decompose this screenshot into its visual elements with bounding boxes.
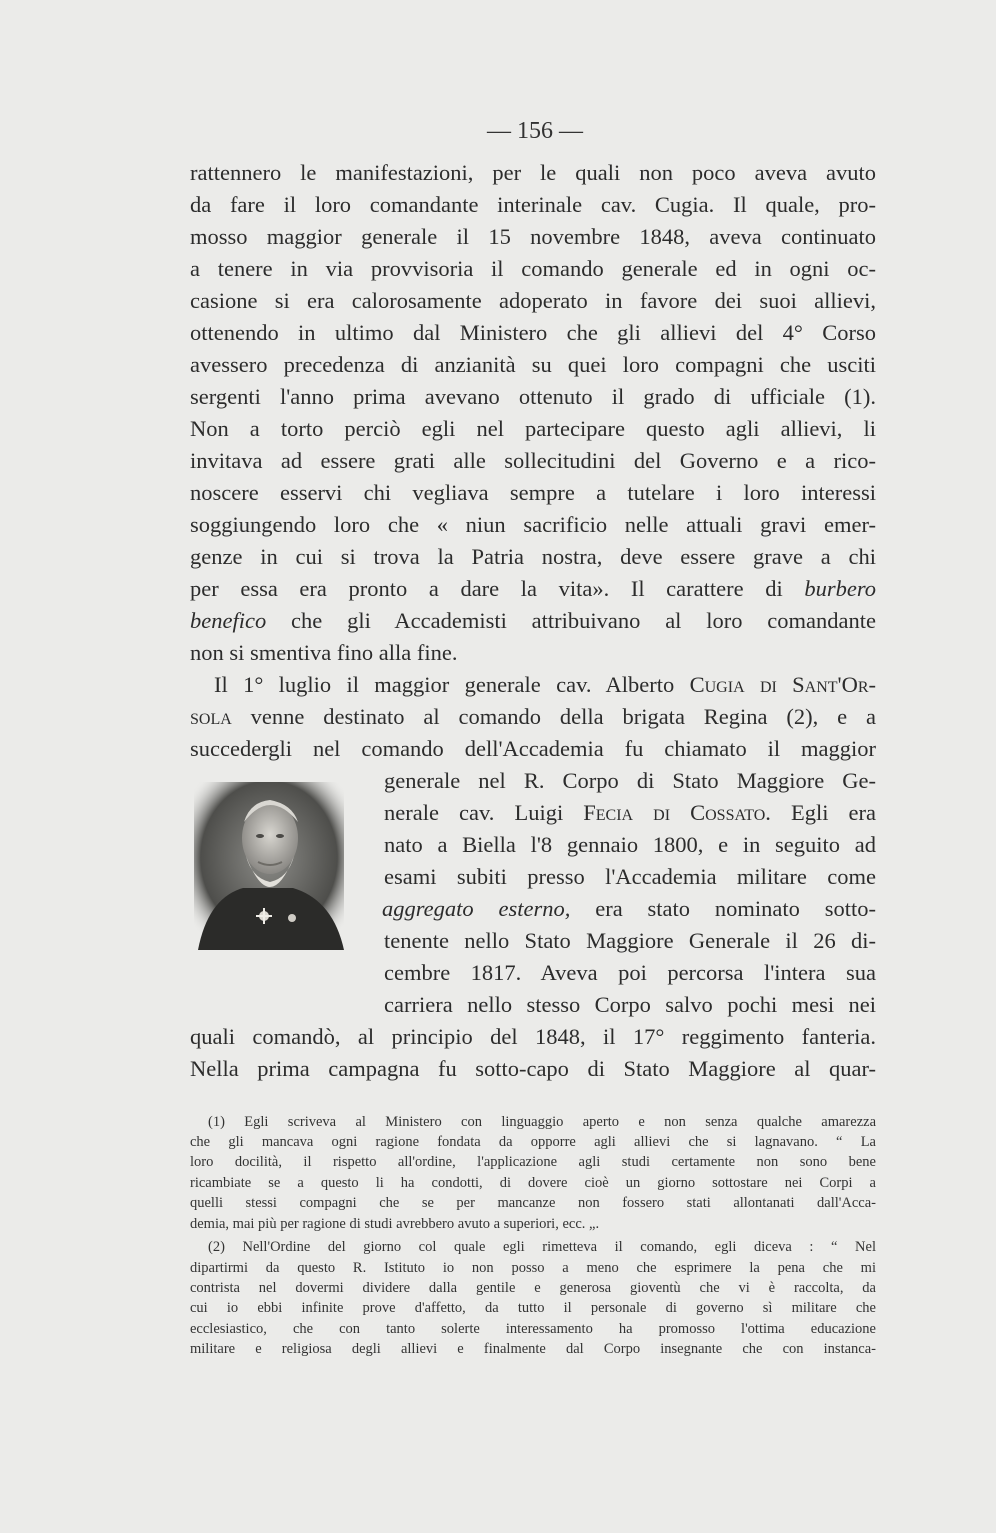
footnote-line: cui io ebbi infinite prove d'affetto, da tutto il personale di governo sì militare che — [190, 1300, 876, 1316]
body-line — [190, 574, 876, 604]
italic-text: aggregato esterno, — [382, 896, 571, 921]
portrait-drawing — [188, 778, 348, 950]
body-text: nerale cav. Luigi — [384, 800, 564, 825]
body-line: avessero precedenza di anzianità su quei loro compagni che usciti — [190, 352, 876, 377]
footnote-line: contrista nel dovermi dividere dalla gentile e generosa gioventù che vi è raccolta, da — [190, 1280, 876, 1296]
body-line: quali comandò, al principio del 1848, il 17° reggimento fanteria. — [190, 1024, 876, 1049]
body-line: soggiungendo loro che « niun sacrificio nelle attuali gravi emer- — [190, 512, 876, 537]
body-line — [214, 670, 876, 700]
body-text: Egli era — [790, 800, 877, 825]
body-line: Non a torto perciò egli nel partecipare questo agli allievi, li — [190, 416, 876, 441]
body-line: Nella prima campagna fu sotto-capo di Stato Maggiore al quar- — [190, 1056, 876, 1081]
body-line: carriera nello stesso Corpo salvo pochi mesi nei — [384, 992, 876, 1017]
footnote-line: quelli stessi compagni che se per mancanze non fossero stati allontanati dall'Acca- — [190, 1195, 876, 1211]
italic-text: burbero — [804, 576, 876, 601]
body-line: non si smentiva fino alla fine. — [190, 640, 458, 665]
person-name: Fecia di Cossato. — [583, 800, 771, 825]
body-line: noscere esservi chi vegliava sempre a tutelare i loro interessi — [190, 480, 876, 505]
body-line: rattennero le manifestazioni, per le quali non poco aveva avuto — [190, 160, 876, 185]
body-text: che gli Accademisti attribuivano al loro comandante — [291, 608, 876, 633]
footnote-line: militare e religiosa degli allievi e finalmente dal Corpo insegnante che con instanca- — [190, 1341, 876, 1357]
footnote-line: (2) Nell'Ordine del giorno col quale egli rimetteva il comando, egli diceva : “ Nel — [208, 1239, 876, 1255]
body-text: venne destinato al comando della brigata Regina (2), e a — [250, 704, 877, 729]
portrait-image — [188, 778, 348, 950]
body-line: sergenti l'anno prima avevano ottenuto il grado di ufficiale (1). — [190, 384, 876, 409]
footnote-line: ricambiate se a questo li ha condotti, di dovere cioè un giorno sottostare nei Corpi a — [190, 1175, 876, 1191]
footnote-line: ecclesiastico, che con tanto solerte interessamento ha promosso l'ottima educazione — [190, 1321, 876, 1337]
person-name: sola — [190, 704, 232, 729]
footnote-line: demia, mai più per ragione di studi avrebbero avuto a superiori, ecc. „. — [190, 1216, 600, 1232]
footnote-line: che gli mancava ogni ragione fondata da opporre agli allievi che si lagnavano. “ La — [190, 1134, 876, 1150]
body-line: ottenendo in ultimo dal Ministero che gli allievi del 4° Corso — [190, 320, 876, 345]
body-line: invitava ad essere grati alle sollecitudini del Governo e a rico- — [190, 448, 876, 473]
italic-text: benefico — [190, 608, 267, 633]
body-line: succedergli nel comando dell'Accademia fu chiamato il maggior — [190, 736, 876, 761]
body-line — [190, 606, 876, 636]
page-number: — 156 — — [487, 118, 583, 144]
body-line: tenente nello Stato Maggiore Generale il 26 di- — [384, 928, 876, 953]
body-line: casione si era calorosamente adoperato in favore dei suoi allievi, — [190, 288, 876, 313]
footnote-line: dipartirmi da questo R. Istituto io non posso a meno che esprimere la pena che mi — [190, 1260, 876, 1276]
body-line: genze in cui si trova la Patria nostra, deve essere grave a chi — [190, 544, 876, 569]
body-line — [382, 894, 876, 924]
body-line: nato a Biella l'8 gennaio 1800, e in seguito ad — [384, 832, 876, 857]
body-text: Il 1° luglio il maggior generale cav. Alberto — [214, 672, 675, 697]
body-line — [190, 702, 876, 732]
body-line: esami subiti presso l'Accademia militare come — [384, 864, 876, 889]
body-line — [384, 798, 876, 828]
body-line: da fare il loro comandante interinale cav. Cugia. Il quale, pro- — [190, 192, 876, 217]
body-line: generale nel R. Corpo di Stato Maggiore Ge- — [384, 768, 876, 793]
footnote-line: (1) Egli scriveva al Ministero con linguaggio aperto e non senza qualche amarezza — [208, 1114, 876, 1130]
footnote-line: loro docilità, il rispetto all'ordine, l'applicazione agli studi certamente non sono bene — [190, 1154, 876, 1170]
body-text: per essa era pronto a dare la vita». Il carattere di — [190, 576, 783, 601]
body-line: cembre 1817. Aveva poi percorsa l'intera sua — [384, 960, 876, 985]
body-text: era stato nominato sotto- — [595, 896, 876, 921]
body-line: mosso maggior generale il 15 novembre 1848, aveva continuato — [190, 224, 876, 249]
body-line: a tenere in via provvisoria il comando generale ed in ogni oc- — [190, 256, 876, 281]
person-name: Cugia di Sant'Or- — [689, 672, 877, 697]
